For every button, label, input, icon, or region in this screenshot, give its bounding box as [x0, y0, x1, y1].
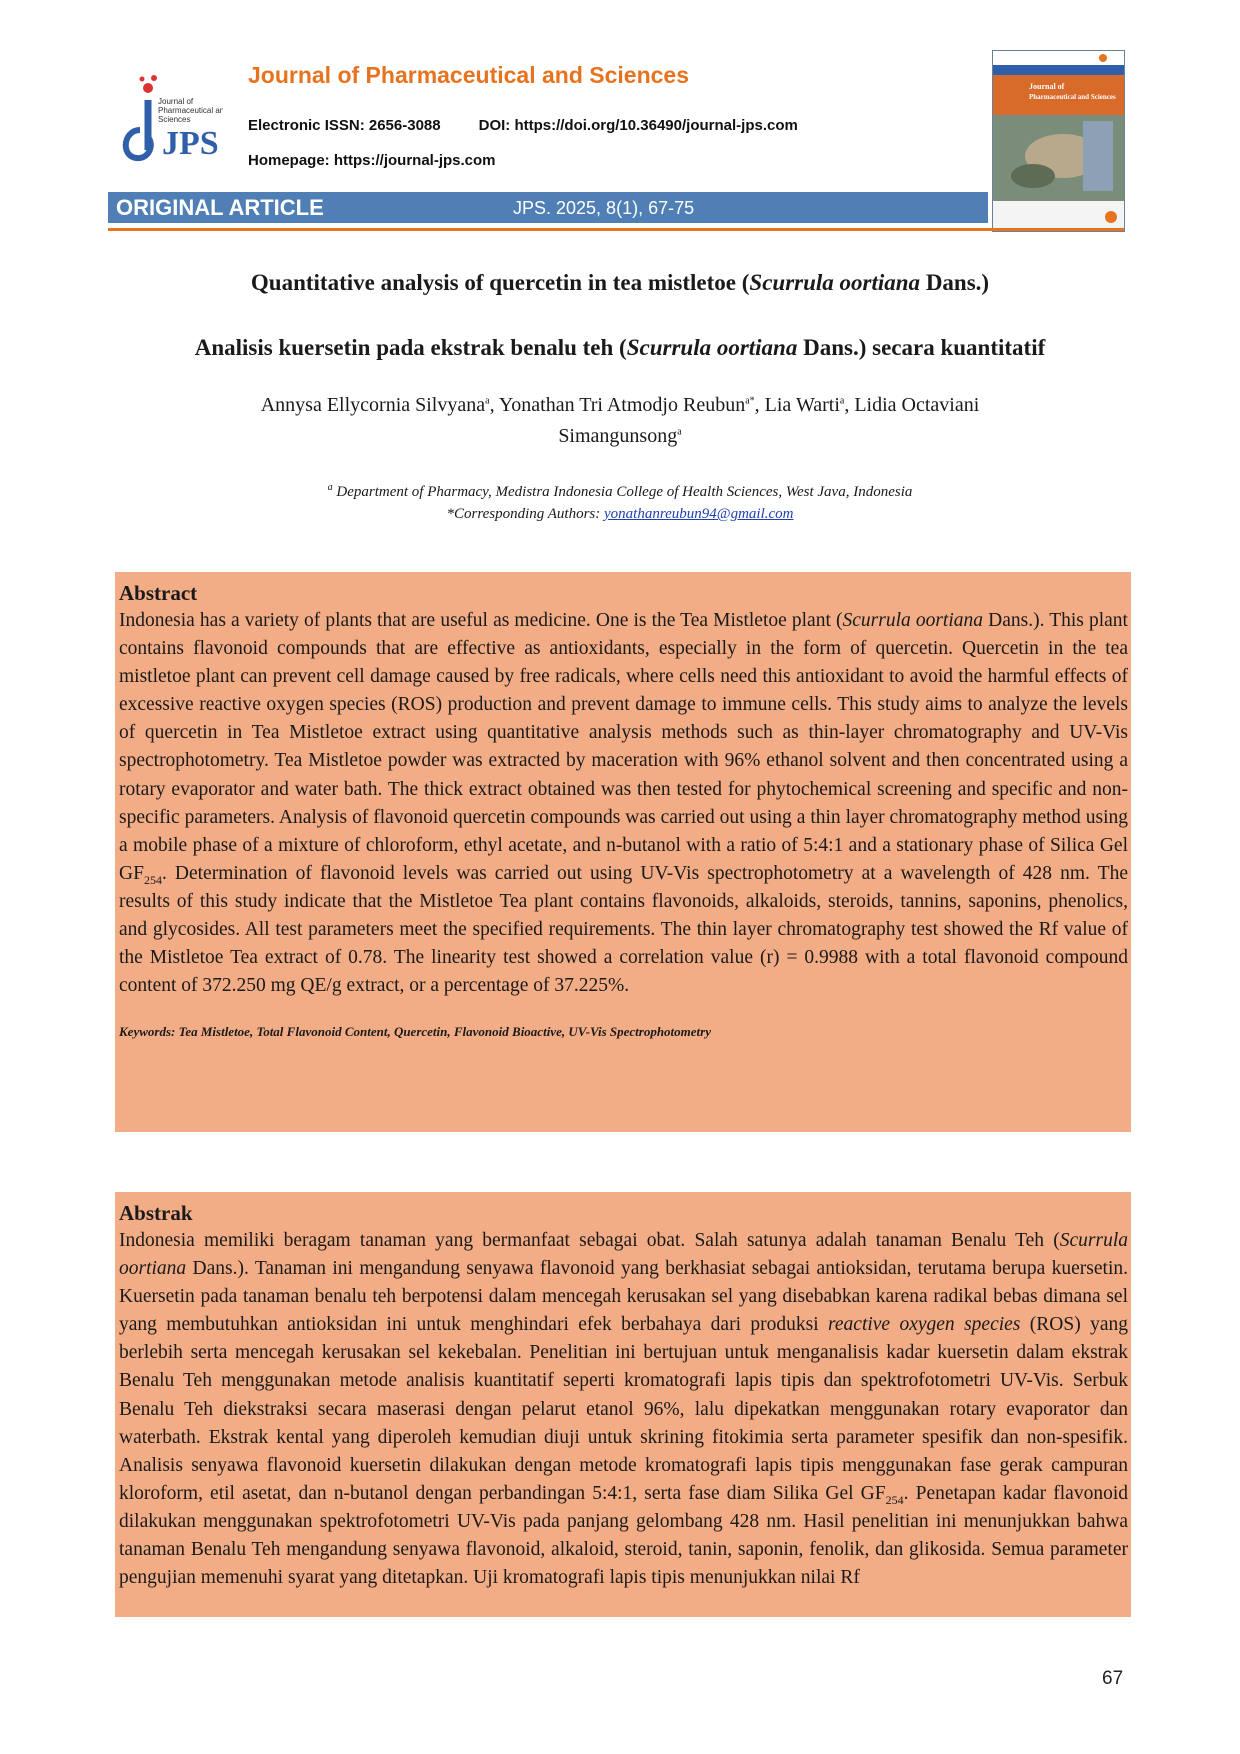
author-name: Lidia Octaviani Simangunsong [558, 394, 980, 447]
issn-doi-line [248, 117, 798, 134]
page-number: 67 [1102, 1668, 1124, 1689]
affiliation: $^a$ Department of Pharmacy, Medistra Indonesia College of Health Sciences, West Java, Indonesia [327, 482, 913, 500]
corresponding-author: *Corresponding Authors: yonathanreubun94@gmail.com [446, 506, 794, 522]
corresponding-email-link[interactable]: yonathanreubun94@gmail.com [604, 506, 794, 522]
cover-title: Journal of [1029, 82, 1065, 91]
homepage-link[interactable]: Homepage: https://journal-jps.com [248, 152, 496, 169]
eissn: Electronic ISSN: 2656-3088 [248, 117, 441, 134]
svg-text:Sciences: Sciences [158, 115, 191, 124]
abstrak-heading: Abstrak [119, 1201, 193, 1225]
citation: JPS. 2025, 8(1), 67-75 [513, 198, 695, 218]
affiliation-block [0, 481, 1240, 525]
journal-cover-thumbnail [992, 50, 1125, 232]
journal-title: Journal of Pharmaceutical and Sciences [248, 62, 689, 88]
author-list: Annysa Ellycornia Silvyana$^a$, Yonathan Tri Atmodjo Reubun$^{a*}$, Lia Warti$^a$, Lidia Octaviani Simangunsong$^a$ [260, 394, 980, 447]
abstrak-section [115, 1192, 1131, 1617]
header-divider [108, 228, 1124, 231]
abstract-heading: Abstract [119, 581, 198, 605]
article-title-indonesian: Analisis kuersetin pada ekstrak benalu teh (Scurrula oortiana Dans.) secara kuantitatif [194, 335, 1046, 360]
abstract-section [115, 572, 1131, 1132]
logo-caption: Journal of [158, 97, 194, 106]
article-title-english: Quantitative analysis of quercetin in tea mistletoe (Scurrula oortiana Dans.) [250, 270, 990, 295]
author-name: Lia Warti [764, 394, 840, 416]
keywords: Keywords: Tea Mistletoe, Total Flavonoid Content, Quercetin, Flavonoid Bioactive, UV-Vis Spectrophotometry [119, 1024, 711, 1040]
logo-mark-shape [126, 75, 157, 158]
journal-logo [118, 70, 223, 165]
article-type-banner [108, 192, 988, 223]
author-name: Yonathan Tri Atmodjo Reubun [498, 394, 746, 416]
article-type-label: ORIGINAL ARTICLE [116, 195, 324, 220]
abstrak-text: Indonesia memiliki beragam tanaman yang bermanfaat sebagai obat. Salah satunya adalah tanaman Benalu Teh (Scurrula oortiana Dans.). Tanaman ini mengandung senyawa flavonoid yang berkhasiat sebagai antioksidan, terutama berupa kuersetin. Kuersetin pada tanaman benalu teh berpotensi dalam mencegah kerusakan sel yang disebabkan karena radikal bebas dimana sel yang membutuhkan antioksidan ini untuk menghindari efek berbahaya dari produksi reactive oxygen species (ROS) yang berlebih serta mencegah kerusakan sel kekebalan. Penelitian ini bertujuan untuk menganalisis kadar kuersetin dalam ekstrak Benalu Teh menggunakan metode analisis kuantitatif seperti kromatografi lapis tipis dan spektrofotometri UV-Vis. Serbuk Benalu Teh diekstraksi secara maserasi dengan pelarut etanol 96%, lalu dipekatkan menggunakan rotary evaporator dan waterbath. Ekstrak kental yang diperoleh kemudian diuji untuk skrining fitokimia serta parameter spesifik dan non-spesifik. Analisis senyawa flavonoid kuersetin dilakukan dengan metode kromatografi lapis tipis menggunakan fase gerak campuran kloroform, etil asetat, dan n-butanol dengan perbandingan 5:4:1, serta fase diam Silika Gel $GF_{254}$. Penetapan kadar flavonoid dilakukan menggunakan spektrofotometri UV-Vis pada panjang gelombang 428 nm. Hasil penelitian ini menunjukkan bahwa tanaman Benalu Teh mengandung senyawa flavonoid, alkaloid, steroid, tanin, saponin, fenolik, dan glikosida. Semua parameter pengujian memenuhi syarat yang ditetapkan. Uji kromatografi lapis tipis menunjukkan nilai Rf [119, 1230, 1129, 1589]
author-name: Annysa Ellycornia Silvyana [260, 394, 486, 416]
doi-link[interactable]: DOI: https://doi.org/10.36490/journal-jps.com [478, 117, 798, 134]
svg-text:Pharmaceutical and Sciences: Pharmaceutical and Sciences [1029, 93, 1116, 101]
abstract-text: Indonesia has a variety of plants that are useful as medicine. One is the Tea Mistletoe plant (Scurrula oortiana Dans.). This plant contains flavonoid compounds that are effective as antioxidants, especially in the form of quercetin. Quercetin in the tea mistletoe plant can prevent cell damage caused by free radicals, where cells need this antioxidant to avoid the harmful effects of excessive reactive oxygen species (ROS) production and prevent damage to immune cells. This study aims to analyze the levels of quercetin in Tea Mistletoe extract using quantitative analysis methods such as thin-layer chromatography and UV-Vis spectrophotometry. Tea Mistletoe powder was extracted by maceration with 96% ethanol solvent and then concentrated using a rotary evaporator and water bath. The thick extract obtained was then tested for phytochemical screening and specific and non-specific parameters. Analysis of flavonoid quercetin compounds was carried out using a thin layer chromatography method using a mobile phase of a mixture of chloroform, ethyl acetate, and n-butanol with a ratio of 5:4:1 and a stationary phase of Silica Gel $GF_{254}$. Determination of flavonoid levels was carried out using UV-Vis spectrophotometry at a wavelength of 428 nm. The results of this study indicate that the Mistletoe Tea plant contains flavonoids, alkaloids, steroids, tannins, saponins, phenolics, and glycosides. All test parameters meet the specified requirements. The thin layer chromatography test showed the Rf value of the Mistletoe Tea extract of 0.78. The linearity test showed a correlation value (r) = 0.9988 with a total flavonoid compound content of 372.250 mg QE/g extract, or a percentage of 37.225%. [119, 610, 1128, 997]
logo-mark-text: JPS [162, 125, 219, 162]
svg-text:Pharmaceutical and: Pharmaceutical and [158, 106, 223, 115]
